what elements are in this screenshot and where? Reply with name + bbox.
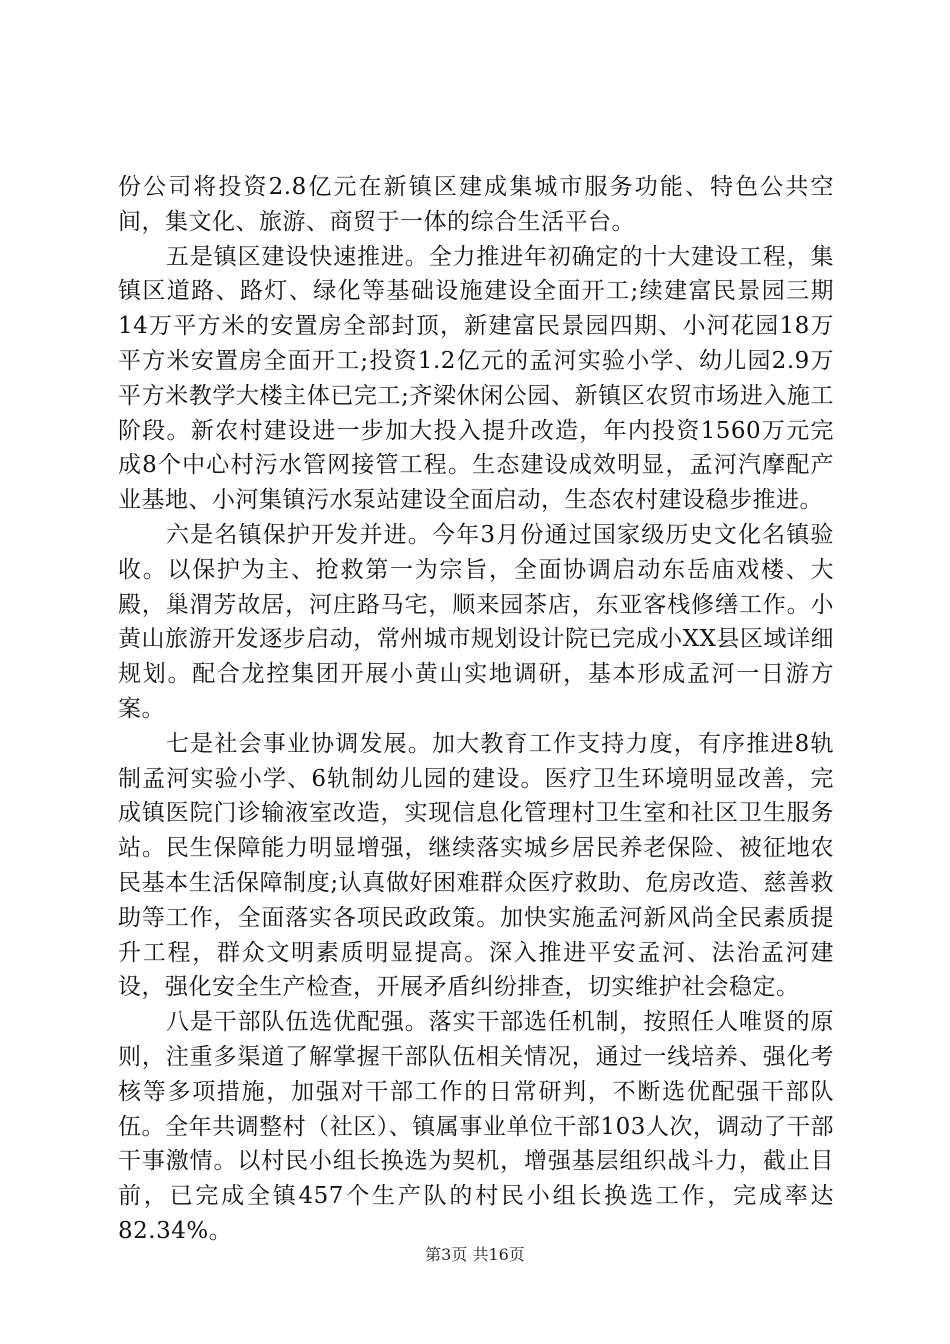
paragraph-heritage-protection: 六是名镇保护开发并进。今年3月份通过国家级历史文化名镇验收。以保护为主、抢救第一为宗旨，全面协调启动东岳庙戏楼、大殿，巢渭芳故居，河庄路马宅，顺来园茶店，东亚客栈修缮工作。小黄山旅游开发逐步启动，常州城市规划设计院已完成小XX县区域详细规划。配合龙控集团开展小黄山实地调研，基本形成孟河一日游方案。 [118,521,834,722]
paragraph-social-development: 七是社会事业协调发展。加大教育工作支持力度，有序推进8轨制孟河实验小学、6轨制幼儿园的建设。医疗卫生环境明显改善，完成镇医院门诊输液室改造，实现信息化管理村卫生室和社区卫生服务站。民生保障能力明显增强，继续落实城乡居民养老保险、被征地农民基本生活保障制度;认真做好困难群众医疗救助、危房改造、慈善救助等工作，全面落实各项民政政策。加快实施孟河新风尚全民素质提升工程，群众文明素质明显提高。深入推进平安孟河、法治孟河建设，强化安全生产检查，开展矛盾纠纷排查，切实维护社会稳定。 [118,730,834,1001]
document-body [118,170,834,1249]
paragraph-continuation: 份公司将投资2.8亿元在新镇区建成集城市服务功能、特色公共空间，集文化、旅游、商贸于一体的综合生活平台。 [118,174,834,235]
paragraph-cadre-team: 八是干部队伍选优配强。落实干部选任机制，按照任人唯贤的原则，注重多渠道了解掌握干部队伍相关情况，通过一线培养、强化考核等多项措施，加强对干部工作的日常研判，不断选优配强干部队伍。全年共调整村（社区）、镇属事业单位干部103人次，调动了干部干事激情。以村民小组长换选为契机，增强基层组织战斗力，截止目前，已完成全镇457个生产队的村民小组长换选工作，完成率达82.34%。 [118,1009,834,1244]
page-number-footer: 第3页 共16页 [425,1245,525,1264]
paragraph-town-construction: 五是镇区建设快速推进。全力推进年初确定的十大建设工程，集镇区道路、路灯、绿化等基础设施建设全面开工;续建富民景园三期14万平方米的安置房全部封顶，新建富民景园四期、小河花园18万平方米安置房全面开工;投资1.2亿元的孟河实验小学、幼儿园2.9万平方米教学大楼主体已完工;齐梁休闲公园、新镇区农贸市场进入施工阶段。新农村建设进一步加大投入提升改造，年内投资1560万元完成8个中心村污水管网接管工程。生态建设成效明显，孟河汽摩配产业基地、小河集镇污水泵站建设全面启动，生态农村建设稳步推进。 [118,243,834,514]
